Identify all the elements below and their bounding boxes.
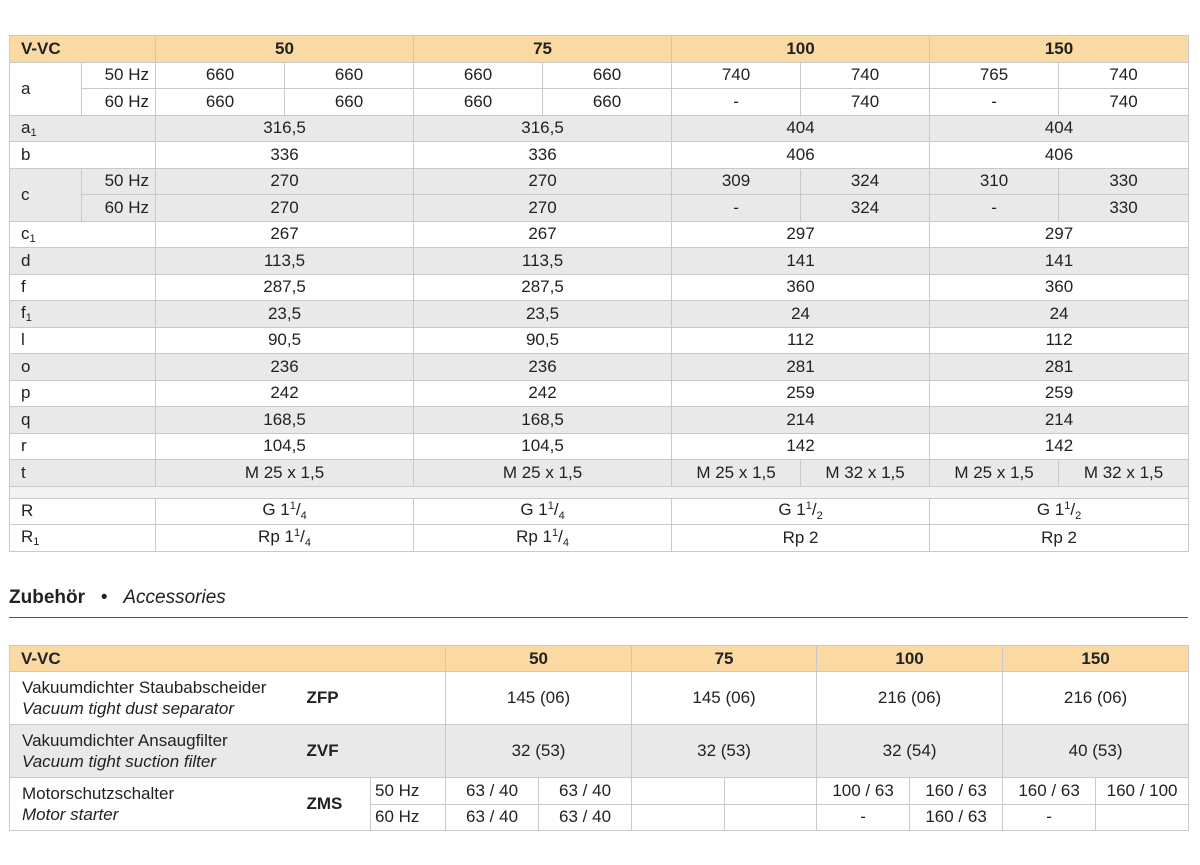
cell [1096, 804, 1189, 831]
cell: 324 [801, 168, 930, 195]
row-a1 [10, 115, 1189, 142]
description-en: Motor starter [22, 805, 119, 824]
cell: 112 [930, 327, 1189, 354]
freq-label: 50 Hz [371, 778, 446, 805]
cell: 310 [930, 168, 1059, 195]
size-header: 100 [817, 646, 1003, 672]
cell: Rp $1^1/_4$ [156, 525, 414, 552]
row-q [10, 407, 1189, 434]
freq-label: 50 Hz [82, 62, 156, 89]
row-label: q [10, 407, 156, 434]
cell: 32 (53) [446, 725, 632, 778]
cell: 242 [156, 380, 414, 407]
row-label: l [10, 327, 156, 354]
cell: 330 [1059, 195, 1189, 222]
cell: 160 / 63 [910, 778, 1003, 805]
cell: - [672, 89, 801, 116]
row-zfp [10, 672, 1189, 725]
section-title-de: Zubehör [9, 587, 85, 608]
cell: 660 [285, 62, 414, 89]
size-header: 150 [1003, 646, 1189, 672]
cell: 160 / 63 [910, 804, 1003, 831]
cell: 287,5 [156, 274, 414, 301]
cell: Rp 2 [930, 525, 1189, 552]
section-title-en: Accessories [123, 587, 226, 608]
cell: 267 [414, 221, 672, 248]
row-label: o [10, 354, 156, 381]
dimensions-table [9, 35, 1189, 552]
cell: 404 [672, 115, 930, 142]
row-r [10, 433, 1189, 460]
freq-label: 60 Hz [371, 804, 446, 831]
cell: 406 [930, 142, 1189, 169]
cell: 740 [801, 89, 930, 116]
cell: Rp 2 [672, 525, 930, 552]
acc-header-row [10, 646, 1189, 672]
row-label: $R_1$ [10, 525, 156, 552]
row-c-60hz [10, 195, 1189, 222]
row-label: $a_1$ [10, 115, 156, 142]
cell: 214 [672, 407, 930, 434]
cell: 267 [156, 221, 414, 248]
cell: 287,5 [414, 274, 672, 301]
description-en: Vacuum tight suction filter [22, 752, 217, 771]
row-label: t [10, 460, 156, 487]
cell: 23,5 [414, 301, 672, 328]
freq-label: 60 Hz [82, 195, 156, 222]
row-label: $f_1$ [10, 301, 156, 328]
cell: G $1^1/_2$ [930, 498, 1189, 525]
cell: 40 (53) [1003, 725, 1189, 778]
cell: 113,5 [156, 248, 414, 275]
cell: 740 [672, 62, 801, 89]
spacer-cell [10, 486, 1189, 498]
cell: 336 [414, 142, 672, 169]
cell: 330 [1059, 168, 1189, 195]
accessory-code: ZFP [307, 672, 446, 725]
cell: 297 [672, 221, 930, 248]
cell: 281 [930, 354, 1189, 381]
cell: 660 [285, 89, 414, 116]
cell: 141 [930, 248, 1189, 275]
cell: 270 [156, 195, 414, 222]
cell: 660 [156, 62, 285, 89]
cell: 32 (54) [817, 725, 1003, 778]
cell: 360 [672, 274, 930, 301]
accessories-section-title [9, 587, 1188, 618]
row-a-60hz [10, 89, 1189, 116]
spacer-row [10, 486, 1189, 498]
cell: 740 [1059, 89, 1189, 116]
cell: 740 [801, 62, 930, 89]
cell: 168,5 [414, 407, 672, 434]
cell: 112 [672, 327, 930, 354]
cell: 142 [930, 433, 1189, 460]
size-header: 150 [930, 36, 1189, 63]
accessory-description [10, 672, 307, 725]
cell: 90,5 [414, 327, 672, 354]
cell: 145 (06) [632, 672, 817, 725]
cell: 297 [930, 221, 1189, 248]
cell: 236 [156, 354, 414, 381]
cell: 113,5 [414, 248, 672, 275]
cell: 160 / 63 [1003, 778, 1096, 805]
cell: - [1003, 804, 1096, 831]
row-label: a [10, 62, 82, 115]
cell: 90,5 [156, 327, 414, 354]
row-c1 [10, 221, 1189, 248]
cell: 259 [930, 380, 1189, 407]
row-label: c [10, 168, 82, 221]
cell: 242 [414, 380, 672, 407]
row-c-50hz [10, 168, 1189, 195]
cell: 660 [414, 62, 543, 89]
cell: 660 [543, 89, 672, 116]
cell: 63 / 40 [539, 804, 632, 831]
row-R1 [10, 525, 1189, 552]
cell: 316,5 [156, 115, 414, 142]
row-label: d [10, 248, 156, 275]
row-label: b [10, 142, 156, 169]
cell: 236 [414, 354, 672, 381]
accessory-description [10, 778, 307, 831]
cell: 316,5 [414, 115, 672, 142]
size-header: 100 [672, 36, 930, 63]
size-header: 75 [632, 646, 817, 672]
cell: 660 [414, 89, 543, 116]
section-separator: • [100, 587, 108, 608]
cell: Rp $1^1/_4$ [414, 525, 672, 552]
cell: G $1^1/_2$ [672, 498, 930, 525]
row-t [10, 460, 1189, 487]
accessory-code: ZMS [307, 778, 371, 831]
cell: 23,5 [156, 301, 414, 328]
row-p [10, 380, 1189, 407]
cell [632, 778, 725, 805]
cell: G $1^1/_4$ [414, 498, 672, 525]
cell: 660 [156, 89, 285, 116]
cell: 141 [672, 248, 930, 275]
accessory-code: ZVF [307, 725, 446, 778]
cell: 160 / 100 [1096, 778, 1189, 805]
cell: 63 / 40 [446, 804, 539, 831]
cell: 32 (53) [632, 725, 817, 778]
cell: 216 (06) [817, 672, 1003, 725]
row-f [10, 274, 1189, 301]
cell: 63 / 40 [446, 778, 539, 805]
size-header: 75 [414, 36, 672, 63]
cell: - [930, 195, 1059, 222]
cell: 404 [930, 115, 1189, 142]
cell: 216 (06) [1003, 672, 1189, 725]
accessory-description [10, 725, 307, 778]
cell: 214 [930, 407, 1189, 434]
row-label: r [10, 433, 156, 460]
cell: 281 [672, 354, 930, 381]
row-label: p [10, 380, 156, 407]
cell: M 32 x 1,5 [1059, 460, 1189, 487]
cell [725, 804, 817, 831]
cell: 145 (06) [446, 672, 632, 725]
cell: 168,5 [156, 407, 414, 434]
cell: M 25 x 1,5 [156, 460, 414, 487]
row-label: f [10, 274, 156, 301]
model-header: V-VC [10, 646, 446, 672]
accessories-table [9, 645, 1189, 831]
size-header: 50 [156, 36, 414, 63]
freq-label: 50 Hz [82, 168, 156, 195]
description-de: Vakuumdichter Ansaugfilter [22, 731, 228, 750]
row-l [10, 327, 1189, 354]
cell: 100 / 63 [817, 778, 910, 805]
cell: 104,5 [414, 433, 672, 460]
cell: 660 [543, 62, 672, 89]
cell: 270 [156, 168, 414, 195]
row-d [10, 248, 1189, 275]
cell: 765 [930, 62, 1059, 89]
dims-header-row [10, 36, 1189, 63]
cell: - [817, 804, 910, 831]
cell: 259 [672, 380, 930, 407]
model-header: V-VC [10, 36, 156, 63]
cell: G $1^1/_4$ [156, 498, 414, 525]
cell: 142 [672, 433, 930, 460]
description-de: Vakuumdichter Staubabscheider [22, 678, 267, 697]
cell: M 32 x 1,5 [801, 460, 930, 487]
cell [725, 778, 817, 805]
cell: - [930, 89, 1059, 116]
cell: 324 [801, 195, 930, 222]
description-de: Motorschutzschalter [22, 784, 175, 803]
row-R [10, 498, 1189, 525]
row-o [10, 354, 1189, 381]
cell: 24 [930, 301, 1189, 328]
cell: 336 [156, 142, 414, 169]
row-zvf [10, 725, 1189, 778]
cell: M 25 x 1,5 [414, 460, 672, 487]
row-a-50hz [10, 62, 1189, 89]
cell: 270 [414, 168, 672, 195]
cell: 309 [672, 168, 801, 195]
row-b [10, 142, 1189, 169]
cell: 406 [672, 142, 930, 169]
cell: M 25 x 1,5 [930, 460, 1059, 487]
size-header: 50 [446, 646, 632, 672]
row-label: $c_1$ [10, 221, 156, 248]
row-zms-50hz [10, 778, 1189, 805]
cell: 360 [930, 274, 1189, 301]
cell: 104,5 [156, 433, 414, 460]
description-en: Vacuum tight dust separator [22, 699, 234, 718]
cell: M 25 x 1,5 [672, 460, 801, 487]
cell: 270 [414, 195, 672, 222]
cell: 740 [1059, 62, 1189, 89]
row-label: R [10, 498, 156, 525]
freq-label: 60 Hz [82, 89, 156, 116]
cell: 24 [672, 301, 930, 328]
cell: 63 / 40 [539, 778, 632, 805]
cell [632, 804, 725, 831]
cell: - [672, 195, 801, 222]
row-f1 [10, 301, 1189, 328]
